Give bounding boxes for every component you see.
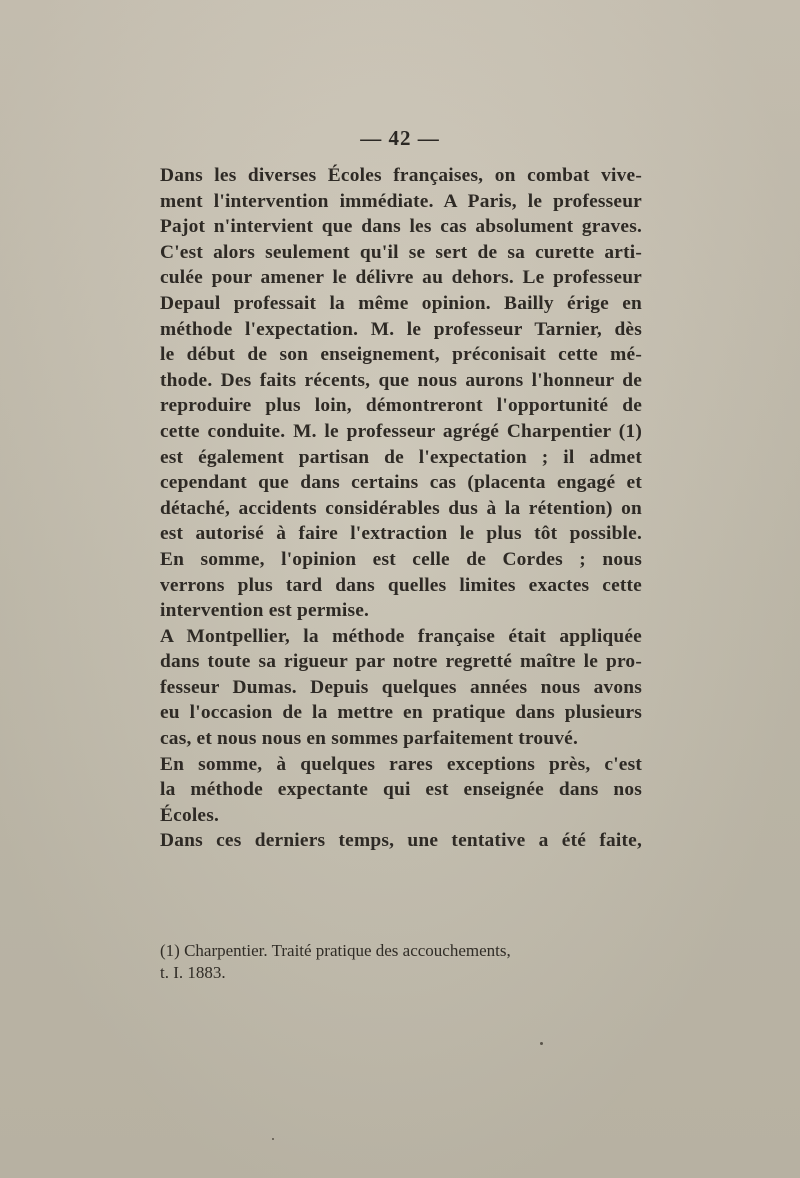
footnote <box>160 940 642 984</box>
text-line: intervention est permise. <box>160 600 370 622</box>
text-line: la méthode expectante qui est enseignée dans nos <box>160 779 642 801</box>
text-line: cependant que dans certains cas (placenta engagé et <box>160 472 642 494</box>
text-line: En somme, à quelques rares exceptions près, c'est <box>160 753 642 775</box>
text-line: cette conduite. M. le professeur agrégé Charpentier (1) <box>160 420 642 442</box>
text-line: le début de son enseignement, préconisait cette mé- <box>160 344 642 366</box>
text-line: Écoles. <box>160 804 220 826</box>
text-line: Pajot n'intervient que dans les cas absolument graves. <box>160 216 642 238</box>
text-line: Depaul professait la même opinion. Bailly érige en <box>160 292 642 314</box>
text-line: ment l'intervention immédiate. A Paris, le professeur <box>160 190 642 212</box>
text-line: Dans les diverses Écoles françaises, on combat vive- <box>160 165 642 186</box>
text-line: En somme, l'opinion est celle de Cordes ; nous <box>160 548 642 570</box>
text-line: détaché, accidents considérables dus à la rétention) on <box>160 497 642 519</box>
paper-speck <box>272 1138 274 1140</box>
text-line: est également partisan de l'expectation ; il admet <box>160 446 642 468</box>
text-line: A Montpellier, la méthode française était appliquée <box>160 625 642 647</box>
footnote-line: (1) Charpentier. Traité pratique des accouchements, <box>160 941 511 960</box>
body-text <box>160 163 642 854</box>
text-line: C'est alors seulement qu'il se sert de sa curette arti- <box>160 241 642 263</box>
page-number: — 42 — <box>360 126 440 150</box>
text-line: cas, et nous nous en sommes parfaitement trouvé. <box>160 728 579 750</box>
text-line: Dans ces derniers temps, une tentative a été faite, <box>160 830 642 852</box>
text-line: fesseur Dumas. Depuis quelques années nous avons <box>160 676 642 698</box>
text-line: méthode l'expectation. M. le professeur Tarnier, dès <box>160 318 642 340</box>
text-line: verrons plus tard dans quelles limites exactes cette <box>160 574 642 596</box>
text-line: thode. Des faits récents, que nous aurons l'honneur de <box>160 369 642 391</box>
text-line: dans toute sa rigueur par notre regretté maître le pro- <box>160 651 642 673</box>
paper-speck <box>540 1042 543 1045</box>
text-line: eu l'occasion de la mettre en pratique dans plusieurs <box>160 702 642 724</box>
text-line: culée pour amener le délivre au dehors. Le professeur <box>160 267 642 289</box>
text-line: est autorisé à faire l'extraction le plus tôt possible. <box>160 523 642 545</box>
text-line: reproduire plus loin, démontreront l'opportunité de <box>160 395 642 417</box>
footnote-line: t. I. 1883. <box>160 963 226 982</box>
